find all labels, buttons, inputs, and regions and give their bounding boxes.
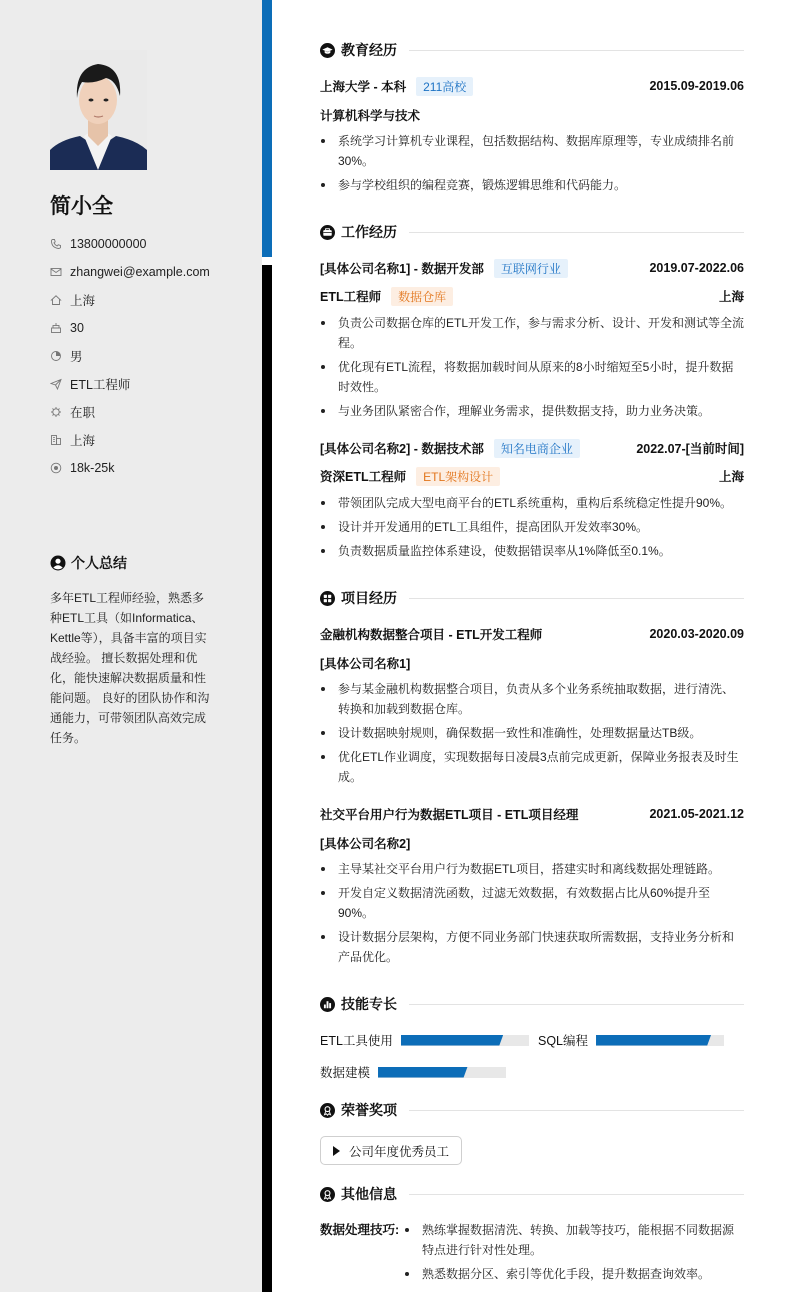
job-1-city: 上海 [718, 290, 744, 304]
job-1-role-tag: 数据仓库 [391, 287, 453, 306]
list-item: 参与某金融机构数据整合项目，负责从多个业务系统抽取数据，进行清洗、转换和加载到数据仓库。 [320, 679, 744, 719]
info-status [50, 398, 250, 426]
accent-bar [262, 0, 272, 257]
candidate-name: 简小全 [50, 195, 113, 218]
phone-icon [50, 238, 62, 250]
mail-icon [50, 266, 62, 278]
school-name: 上海大学 - 本科 [320, 80, 407, 94]
list-item: 设计并开发通用的ETL工具组件，提高团队开发效率30%。 [320, 517, 744, 537]
job-1-header-row [320, 258, 744, 278]
skill-bar [401, 1035, 529, 1046]
list-item: 参与学校组织的编程竞赛，锻炼逻辑思维和代码能力。 [320, 175, 744, 195]
bar-chart-icon [320, 997, 335, 1012]
project-1-period: 2020.03-2020.09 [649, 627, 744, 641]
job-2-role-tag: ETL架构设计 [416, 467, 500, 486]
list-item: 设计数据分层架构，方便不同业务部门快速获取所需数据，支持业务分析和产品优化。 [320, 927, 744, 967]
skill-bar [596, 1035, 724, 1046]
honors-heading [320, 1100, 744, 1120]
info-city [50, 426, 250, 454]
job-2-city: 上海 [718, 470, 744, 484]
education-heading [320, 40, 744, 60]
project-1-company: [具体公司名称1] [320, 657, 411, 671]
job-2-bullets [320, 493, 744, 565]
contact-info [50, 230, 250, 482]
skill-item [320, 1064, 506, 1080]
job-2-industry-tag: 知名电商企业 [494, 439, 580, 458]
info-position [50, 370, 250, 398]
other-bullets [404, 1220, 744, 1288]
avatar-photo [50, 50, 147, 170]
work-heading [320, 222, 744, 242]
info-gender [50, 342, 250, 370]
email-text: zhangwei@example.com [70, 265, 210, 279]
skills-heading [320, 994, 744, 1014]
other-heading [320, 1184, 744, 1204]
status-icon [50, 406, 62, 418]
send-icon [50, 378, 62, 390]
status-text: 在职 [70, 406, 96, 420]
list-item: 设计数据映射规则，确保数据一致性和准确性，处理数据量达TB级。 [320, 723, 744, 743]
skill-label: 数据建模 [320, 1066, 371, 1080]
education-title: 教育经历 [341, 42, 397, 58]
home-text: 上海 [70, 294, 96, 308]
job-2-role: 资深ETL工程师 [320, 470, 407, 484]
salary-icon [50, 462, 62, 474]
section-divider [409, 1110, 744, 1111]
job-1-industry-tag: 互联网行业 [494, 259, 568, 278]
home-icon [50, 294, 62, 306]
job-1-period: 2019.07-2022.06 [649, 261, 744, 275]
play-icon [333, 1146, 340, 1156]
summary-text: 多年ETL工程师经验，熟悉多种ETL工具（如Informatica、Kettle等），具备丰富的项目实战经验。 擅长数据处理和优化，能快速解决数据质量和性能问题。 良好的团队协作和沟通能力，可带领团队高效完成任务。 [50, 591, 210, 745]
list-item: 熟练掌握数据清洗、转换、加载等技巧，能根据不同数据源特点进行针对性处理。 [404, 1220, 744, 1260]
list-item: 优化ETL作业调度，实现数据每日凌晨3点前完成更新，保障业务报表及时生成。 [320, 747, 744, 787]
job-1-role-row [320, 286, 744, 306]
briefcase-icon [320, 225, 335, 240]
project-1-name: 金融机构数据整合项目 - ETL开发工程师 [320, 628, 543, 642]
honors-title: 荣誉奖项 [341, 1102, 397, 1118]
education-major: 计算机科学与技术 [320, 109, 421, 123]
award-icon [320, 1103, 335, 1118]
position-text: ETL工程师 [70, 378, 131, 392]
project-2-bullets [320, 859, 744, 971]
info-email [50, 258, 250, 286]
salary-text: 18k-25k [70, 461, 115, 475]
list-item: 优化现有ETL流程，将数据加载时间从原来的8小时缩短至5小时，提升数据时效性。 [320, 357, 744, 397]
school-tag: 211高校 [416, 77, 473, 96]
job-1-role: ETL工程师 [320, 290, 382, 304]
age-icon [50, 322, 62, 334]
skill-bar [378, 1067, 506, 1078]
award-text: 公司年度优秀员工 [349, 1144, 450, 1159]
list-item: 负责公司数据仓库的ETL开发工作，参与需求分析、设计、开发和测试等全流程。 [320, 313, 744, 353]
job-2-company: [具体公司名称2] - 数据技术部 [320, 442, 484, 456]
project-1-bullets [320, 679, 744, 791]
user-circle-icon [50, 555, 66, 571]
bar-gap [262, 257, 272, 265]
age-text: 30 [70, 321, 84, 335]
list-item: 熟悉数据分区、索引等优化手段，提升数据查询效率。 [404, 1264, 744, 1284]
grid-icon [320, 591, 335, 606]
education-header-row [320, 76, 744, 96]
other-label: 数据处理技巧: [320, 1223, 400, 1237]
phone-text: 13800000000 [70, 237, 147, 251]
skill-label: SQL编程 [538, 1034, 589, 1048]
divider-bar [262, 265, 272, 1292]
section-divider [409, 598, 744, 599]
job-1-company: [具体公司名称1] - 数据开发部 [320, 262, 484, 276]
summary-title: 个人总结 [71, 555, 127, 571]
skill-bar-fill [378, 1067, 468, 1078]
skill-bar-fill [596, 1035, 711, 1046]
list-item: 系统学习计算机专业课程，包括数据结构、数据库原理等，专业成绩排名前30%。 [320, 131, 744, 171]
graduation-cap-icon [320, 43, 335, 58]
summary-heading [50, 553, 127, 573]
skill-label: ETL工具使用 [320, 1034, 393, 1048]
project-2-company: [具体公司名称2] [320, 837, 411, 851]
projects-heading [320, 588, 744, 608]
education-period: 2015.09-2019.06 [649, 79, 744, 93]
building-icon [50, 434, 62, 446]
list-item: 开发自定义数据清洗函数，过滤无效数据，有效数据占比从60%提升至90%。 [320, 883, 744, 923]
info-age [50, 314, 250, 342]
section-divider [409, 1194, 744, 1195]
job-2-role-row [320, 466, 744, 486]
project-1-header-row [320, 624, 744, 644]
skill-item [320, 1032, 529, 1048]
list-item: 负责数据质量监控体系建设，使数据错误率从1%降低至0.1%。 [320, 541, 744, 561]
education-bullets [320, 131, 744, 199]
section-divider [409, 50, 744, 51]
list-item: 带领团队完成大型电商平台的ETL系统重构，重构后系统稳定性提升90%。 [320, 493, 744, 513]
info-home [50, 286, 250, 314]
avatar [50, 50, 147, 170]
other-title: 其他信息 [341, 1186, 397, 1202]
project-2-name: 社交平台用户行为数据ETL项目 - ETL项目经理 [320, 808, 579, 822]
projects-title: 项目经历 [341, 590, 397, 606]
info-badge-icon [320, 1187, 335, 1202]
project-2-period: 2021.05-2021.12 [649, 807, 744, 821]
job-2-period: 2022.07-[当前时间] [636, 442, 744, 456]
gender-icon [50, 350, 62, 362]
section-divider [409, 1004, 744, 1005]
list-item: 主导某社交平台用户行为数据ETL项目，搭建实时和离线数据处理链路。 [320, 859, 744, 879]
skill-item [538, 1032, 724, 1048]
skill-bar-fill [401, 1035, 503, 1046]
gender-text: 男 [70, 350, 83, 364]
skills-title: 技能专长 [341, 996, 397, 1012]
list-item: 与业务团队紧密合作，理解业务需求，提供数据支持，助力业务决策。 [320, 401, 744, 421]
project-2-header-row [320, 804, 744, 824]
section-divider [409, 232, 744, 233]
info-phone [50, 230, 250, 258]
award-item [320, 1136, 462, 1165]
info-salary [50, 454, 250, 482]
work-title: 工作经历 [341, 224, 397, 240]
city-text: 上海 [70, 434, 96, 448]
job-2-header-row [320, 438, 744, 458]
job-1-bullets [320, 313, 744, 425]
